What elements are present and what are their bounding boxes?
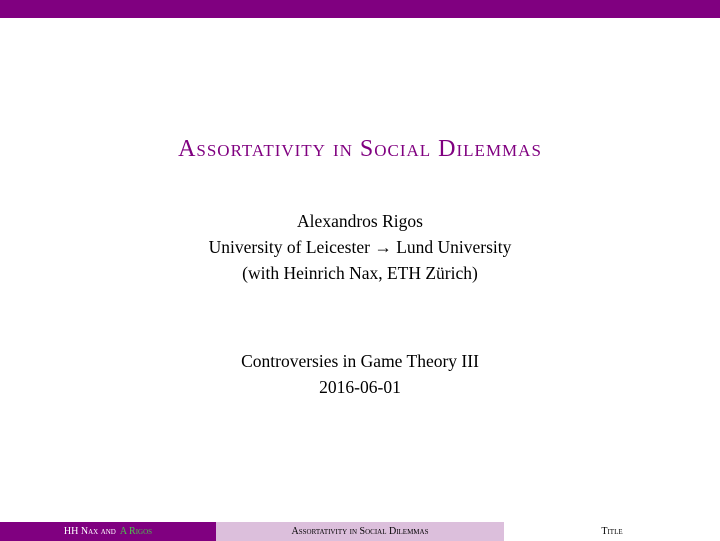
coauthor-line: (with Heinrich Nax, ETH Zürich): [242, 263, 478, 283]
footer-bar: [0, 522, 720, 541]
author-name: Alexandros Rigos: [297, 211, 423, 231]
footer-authors-prefix: HH Nax and: [63, 526, 116, 537]
author-affiliation: University of Leicester → Lund University: [208, 237, 512, 257]
slide-title: Assortativity in Social Dilemmas: [178, 136, 542, 162]
author-block: [0, 208, 720, 286]
header-bar: [0, 0, 720, 18]
footer-authors-highlight: A Rigos: [119, 526, 153, 537]
event-block: [0, 348, 720, 400]
footer-authors: [0, 522, 216, 541]
event-name: Controversies in Game Theory III: [241, 351, 479, 371]
footer-section: Title: [504, 522, 720, 541]
event-date: 2016-06-01: [319, 377, 401, 397]
footer-short-title: Assortativity in Social Dilemmas: [216, 522, 504, 541]
